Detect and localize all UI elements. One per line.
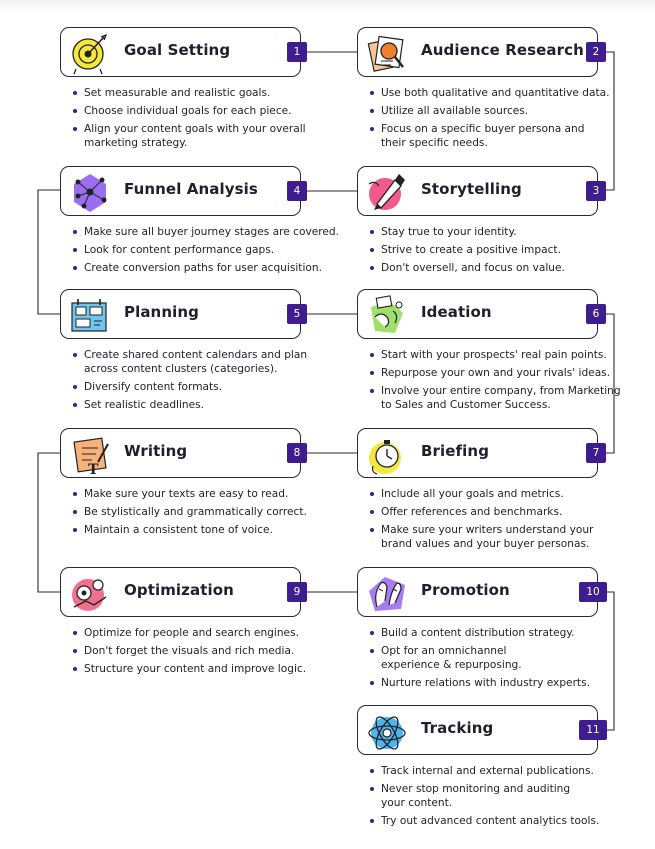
idea-hands-icon [365,293,409,337]
megaphone-hands-icon [365,571,409,615]
step-card-tracking [357,705,598,755]
stopwatch-icon [365,432,409,476]
step-title: Tracking [421,719,494,737]
step-bullet-list [369,225,644,279]
list-item: Opt for an omnichannel experience & repurposing. [369,644,561,672]
step-card-promotion [357,567,598,617]
step-bullet-list [369,626,644,694]
list-item: Optimize for people and search engines. [72,626,347,640]
list-item: Never stop monitoring and auditing your content. [369,782,571,810]
list-item: Build a content distribution strategy. [369,626,644,640]
list-item: Don't forget the visuals and rich media. [72,644,347,658]
list-item: Involve your entire company, from Marketing to Sales and Customer Success. [369,384,621,412]
list-item: Create conversion paths for user acquisition. [72,261,347,275]
step-bullet-list [369,487,644,555]
list-item: Offer references and benchmarks. [369,505,644,519]
connector-8-9 [38,453,60,592]
step-number-badge: 5 [287,304,307,324]
step-bullet-list [72,348,347,416]
step-card-goal-setting [60,27,301,77]
step-title: Planning [124,303,199,321]
step-number-badge: 1 [287,42,307,62]
step-title: Goal Setting [124,41,231,59]
list-item: Set measurable and realistic goals. [72,86,347,100]
list-item: Maintain a consistent tone of voice. [72,523,347,537]
step-title: Ideation [421,303,492,321]
atom-orbit-icon [365,709,409,753]
step-title: Promotion [421,581,510,599]
step-card-audience-research [357,27,598,77]
list-item: Be stylistically and grammatically correct. [72,505,347,519]
step-title: Briefing [421,442,490,460]
magnifier-documents-icon [365,31,409,75]
list-item: Make sure all buyer journey stages are covered. [72,225,347,239]
optimization-gears-icon [68,571,112,615]
step-number-badge: 2 [586,42,606,62]
step-card-writing [60,428,301,478]
step-card-optimization [60,567,301,617]
calendar-board-icon [68,293,112,337]
list-item: Focus on a specific buyer persona and their specific needs. [369,122,591,150]
svg-text:T: T [88,462,99,476]
step-number-badge: 3 [586,181,606,201]
step-number-badge: 7 [586,443,606,463]
step-number-badge: 6 [586,304,606,324]
step-card-briefing [357,428,598,478]
target-dartboard-icon [68,31,112,75]
step-title: Storytelling [421,180,522,198]
list-item: Align your content goals with your overall marketing strategy. [72,122,314,150]
step-number-badge: 9 [287,582,307,602]
network-funnel-icon [68,170,112,214]
list-item: Try out advanced content analytics tools. [369,814,644,828]
list-item: Stay true to your identity. [369,225,644,239]
step-title: Writing [124,442,188,460]
step-number-badge: 10 [579,582,607,602]
list-item: Nurture relations with industry experts. [369,676,644,690]
connector-4-5 [38,190,60,314]
list-item: Don't oversell, and focus on value. [369,261,644,275]
list-item: Create shared content calendars and plan across content clusters (categories). [72,348,324,376]
step-title: Audience Research [421,41,584,59]
list-item: Diversify content formats. [72,380,347,394]
list-item: Look for content performance gaps. [72,243,347,257]
step-card-storytelling [357,166,598,216]
step-title: Optimization [124,581,234,599]
step-bullet-list [369,764,644,832]
step-number-badge: 11 [579,720,607,740]
step-card-planning [60,289,301,339]
step-bullet-list [369,86,644,154]
list-item: Utilize all available sources. [369,104,644,118]
step-bullet-list [72,225,347,279]
list-item: Strive to create a positive impact. [369,243,644,257]
list-item: Make sure your texts are easy to read. [72,487,347,501]
list-item: Repurpose your own and your rivals' ideas. [369,366,644,380]
step-bullet-list [72,86,347,154]
step-bullet-list [72,487,347,541]
pen-nib-icon [365,170,409,214]
list-item: Include all your goals and metrics. [369,487,644,501]
step-card-ideation [357,289,598,339]
list-item: Structure your content and improve logic. [72,662,347,676]
list-item: Start with your prospects' real pain points. [369,348,644,362]
step-bullet-list [72,626,347,680]
list-item: Use both qualitative and quantitative data. [369,86,644,100]
list-item: Make sure your writers understand your brand values and your buyer personas. [369,523,611,551]
list-item: Set realistic deadlines. [72,398,347,412]
list-item: Choose individual goals for each piece. [72,104,347,118]
step-bullet-list [369,348,644,416]
step-title: Funnel Analysis [124,180,258,198]
step-card-funnel-analysis [60,166,301,216]
writing-desk-icon [68,432,112,476]
list-item: Track internal and external publications. [369,764,644,778]
step-number-badge: 8 [287,443,307,463]
step-number-badge: 4 [287,181,307,201]
